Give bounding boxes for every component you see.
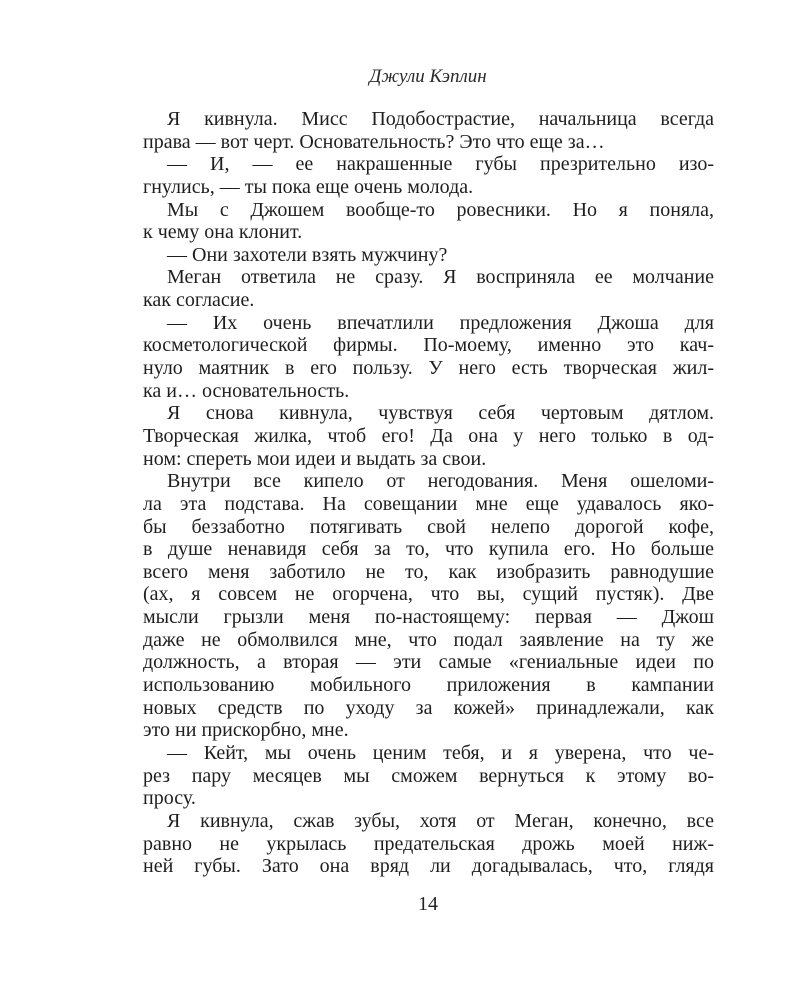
- body-text: [143, 108, 714, 878]
- text-line: — Они захотели взять мужчину?: [167, 243, 448, 266]
- text-line: ном: спереть мои идеи и выдать за свои.: [143, 447, 487, 470]
- text-line: Я кивнула, сжав зубы, хотя от Меган, конечно, все: [167, 809, 714, 832]
- text-line: — Кейт, мы очень ценим тебя, и я уверена, что че-: [167, 741, 714, 764]
- text-line: это ни прискорбно, мне.: [143, 719, 349, 742]
- text-line: даже не обмолвился мне, что подал заявление на ту же: [143, 628, 714, 651]
- text-line: ка и… основательность.: [143, 379, 350, 402]
- text-line: использованию мобильного приложения в кампании: [143, 674, 714, 697]
- text-line: Меган ответила не сразу. Я восприняла ее молчание: [167, 266, 714, 289]
- text-line: (ах, я совсем не огорчена, что вы, сущий пустяк). Две: [143, 583, 714, 606]
- text-line: в душе ненавидя себя за то, что купила его. Но больше: [143, 538, 714, 561]
- text-line: — Их очень впечатлили предложения Джоша для: [167, 311, 714, 334]
- text-line: гнулись, — ты пока еще очень молода.: [143, 175, 474, 198]
- text-line: новых средств по уходу за кожей» принадлежали, как: [143, 696, 714, 719]
- text-line: Я снова кивнула, чувствуя себя чертовым дятлом.: [167, 402, 714, 425]
- page-number: 14: [418, 893, 438, 915]
- text-line: как согласие.: [143, 289, 255, 312]
- text-line: рез пару месяцев мы сможем вернуться к этому во-: [143, 764, 714, 787]
- text-line: Внутри все кипело от негодования. Меня ошеломи-: [167, 470, 714, 493]
- running-header-author: Джули Кэплин: [369, 66, 487, 87]
- text-line: Мы с Джошем вообще-то ровесники. Но я поняла,: [167, 198, 714, 221]
- text-line: просу.: [143, 787, 196, 810]
- text-line: ла эта подстава. На совещании мне еще удавалось яко-: [143, 492, 714, 515]
- text-line: должность, а вторая — эти самые «гениальные идеи по: [143, 651, 714, 674]
- text-line: — И, — ее накрашенные губы презрительно изо-: [167, 153, 714, 176]
- text-line: нуло маятник в его пользу. У него есть творческая жил-: [143, 357, 714, 380]
- text-line: равно не укрылась предательская дрожь моей ниж-: [143, 832, 714, 855]
- text-line: мысли грызли меня по-настоящему: первая — Джош: [143, 606, 714, 629]
- text-line: всего меня заботило не то, как изобразить равнодушие: [143, 560, 714, 583]
- text-line: бы беззаботно потягивать свой нелепо дорогой кофе,: [143, 515, 714, 538]
- text-line: к чему она клонит.: [143, 221, 303, 244]
- text-line: Творческая жилка, чтоб его! Да она у него только в од-: [143, 424, 714, 447]
- text-line: Я кивнула. Мисс Подобострастие, начальница всегда: [167, 108, 714, 130]
- text-line: косметологической фирмы. По-моему, именно это кач-: [143, 334, 714, 357]
- text-line: ней губы. Зато она вряд ли догадывалась, что, глядя: [143, 855, 714, 878]
- text-line: права — вот черт. Основательность? Это что еще за…: [143, 130, 605, 153]
